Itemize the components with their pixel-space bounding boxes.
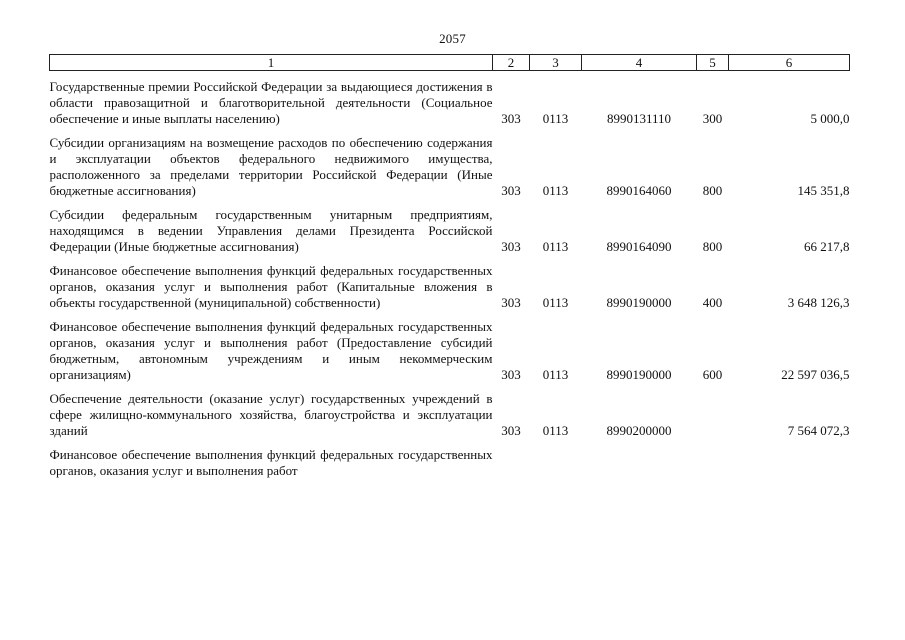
- row-ministry-code: 303: [501, 239, 521, 254]
- row-expense-type: 800: [702, 183, 723, 198]
- row-amount: [729, 447, 850, 479]
- row-section-code: 0113: [542, 239, 569, 254]
- table-row: [50, 391, 850, 439]
- row-name: Финансовое обеспечение выполнения функций федеральных государственных органов, оказания услуг и выполнения работ (Предоставление субсидий бюджетным, автономным учреждениям и иным некоммерческим организациям): [49, 319, 493, 382]
- row-name: Финансовое обеспечение выполнения функций федеральных государственных органов, оказания услуг и выполнения работ (Капитальные вложения в объекты государственной (муниципальной) собственности): [49, 263, 493, 310]
- row-name: Обеспечение деятельности (оказание услуг) государственных учреждений в сфере жилищно-коммунального хозяйства, благоустройства и эксплуатации зданий: [49, 391, 493, 438]
- header-col-3: 3: [530, 55, 582, 71]
- page-number: 2057: [439, 31, 466, 46]
- row-name: Субсидии организациям на возмещение расходов по обеспечению содержания и эксплуатации объектов федерального недвижимого имущества, расположенного за пределами территории Российской Федерации (Иные бюджетные ассигнования): [49, 135, 493, 198]
- row-amount: 66 217,8: [804, 239, 850, 254]
- row-ministry-code: 303: [501, 111, 521, 126]
- row-ministry-code: 303: [501, 183, 521, 198]
- row-name: Субсидии федеральным государственным унитарным предприятиям, находящимся в ведении Управления делами Президента Российской Федерации (Иные бюджетные ассигнования): [49, 207, 493, 254]
- header-col-1: 1: [50, 55, 493, 71]
- row-expense-type: 300: [702, 111, 723, 126]
- row-expense-type: 600: [702, 367, 723, 382]
- row-ministry-code: 303: [501, 423, 521, 438]
- row-section-code: [530, 447, 582, 479]
- row-target-code: 8990190000: [606, 295, 672, 310]
- row-expense-type: 800: [702, 239, 723, 254]
- budget-table: [49, 54, 850, 479]
- row-amount: 3 648 126,3: [787, 295, 850, 310]
- row-expense-type: 400: [702, 295, 723, 310]
- header-col-4: 4: [582, 55, 697, 71]
- header-col-6: 6: [729, 55, 850, 71]
- table-header: [50, 55, 850, 71]
- row-expense-type: [697, 391, 729, 439]
- table-row: [50, 207, 850, 255]
- row-expense-type: [697, 447, 729, 479]
- row-amount: 22 597 036,5: [781, 367, 850, 382]
- row-section-code: 0113: [542, 367, 569, 382]
- table-row: [50, 263, 850, 311]
- row-name: Государственные премии Российской Федерации за выдающиеся достижения в области правозащитной и благотворительной деятельности (Социальное обеспечение и иные выплаты населению): [49, 79, 493, 126]
- row-section-code: 0113: [542, 183, 569, 198]
- header-col-5: 5: [697, 55, 729, 71]
- header-col-2: 2: [493, 55, 530, 71]
- table-body: [50, 71, 850, 480]
- table-row: [50, 135, 850, 199]
- row-target-code: [582, 447, 697, 479]
- row-target-code: 8990164060: [606, 183, 672, 198]
- row-ministry-code: 303: [501, 367, 521, 382]
- row-name: Финансовое обеспечение выполнения функций федеральных государственных органов, оказания услуг и выполнения работ: [49, 447, 493, 478]
- row-section-code: 0113: [542, 111, 569, 126]
- row-amount: 5 000,0: [810, 111, 850, 126]
- row-ministry-code: [493, 447, 530, 479]
- row-amount: 145 351,8: [797, 183, 850, 198]
- row-target-code: 8990190000: [606, 367, 672, 382]
- row-section-code: 0113: [542, 423, 569, 438]
- table-row: [50, 447, 850, 479]
- row-ministry-code: 303: [501, 295, 521, 310]
- row-target-code: 8990200000: [606, 423, 672, 438]
- table-row: [50, 319, 850, 383]
- row-amount: 7 564 072,3: [787, 423, 850, 438]
- row-target-code: 8990164090: [606, 239, 672, 254]
- table-row: [50, 79, 850, 127]
- row-section-code: 0113: [542, 295, 569, 310]
- row-target-code: 8990131110: [606, 111, 672, 126]
